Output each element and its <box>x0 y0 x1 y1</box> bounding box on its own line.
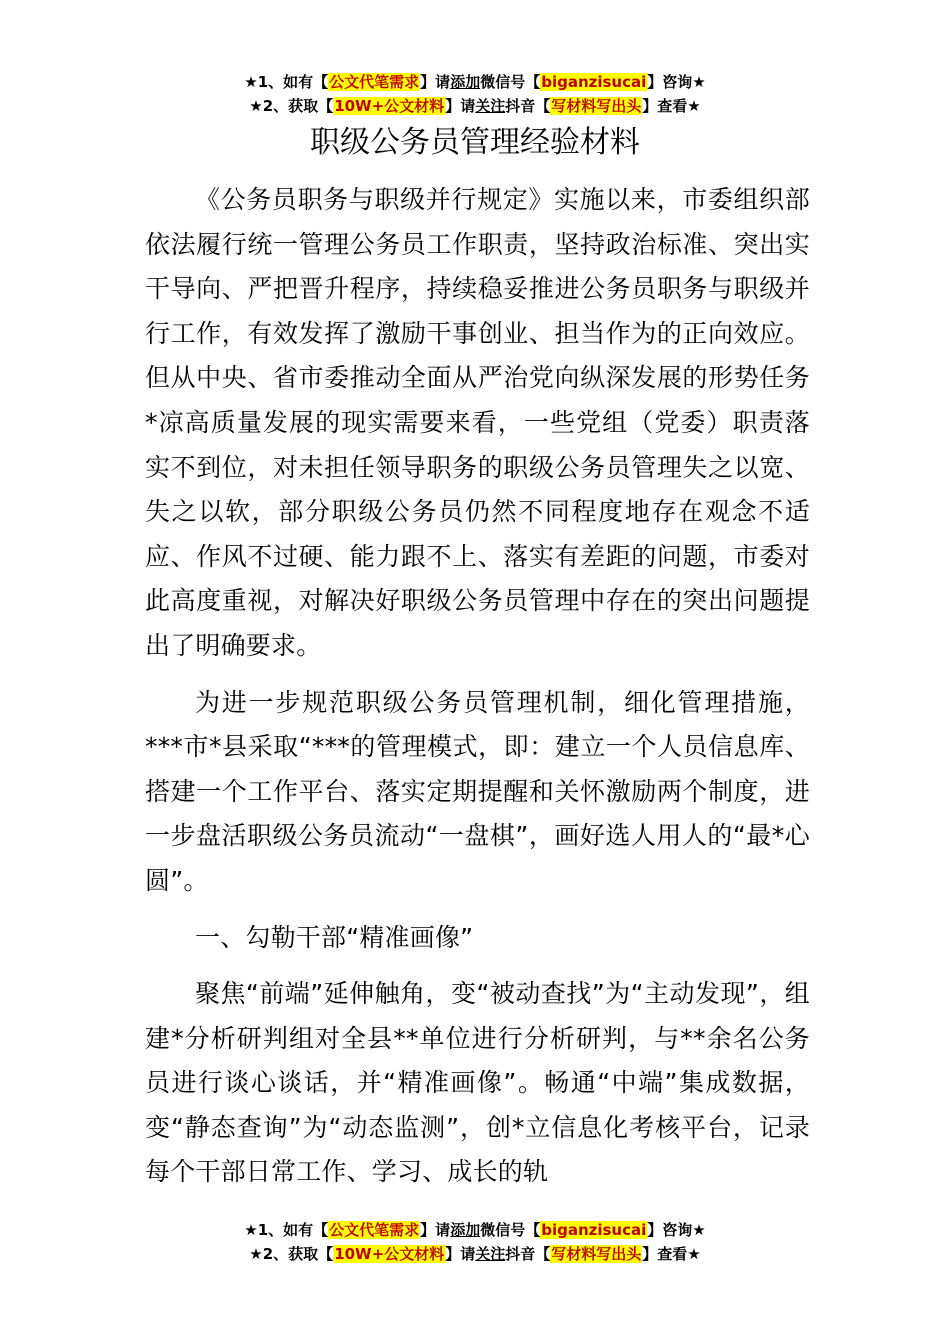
banner-text: 】咨询★ <box>647 1221 706 1239</box>
document-title: 职级公务员管理经验材料 <box>310 125 640 160</box>
banner-text: 】查看★ <box>642 97 701 115</box>
banner-text: 】请 <box>445 97 476 115</box>
banner-line-2 <box>0 94 950 118</box>
paragraph-intro: 《公务员职务与职级并行规定》实施以来，市委组织部依法履行统一管理公务员工作职责，坚持政治标准、突出实干导向、严把晋升程序，持续稳妥推进公务员职务与职级并行工作，有效发挥了激励干事创业、担当作为的正向效应。但从中央、省市委推动全面从严治党向纵深发展的形势任务*凉高质量发展的现实需要来看，一些党组（党委）职责落实不到位，对未担任领导职务的职级公务员管理失之以宽、失之以软，部分职级公务员仍然不同程度地存在观念不适应、作风不过硬、能力跟不上、落实有差距的问题，市委对此高度重视，对解决好职级公务员管理中存在的突出问题提出了明确要求。 <box>145 185 810 660</box>
wechat-id: biganzisucai <box>541 1221 647 1239</box>
document-body <box>145 178 810 1195</box>
banner-text: 微信号【 <box>480 1221 541 1239</box>
banner-text: 】请 <box>420 1221 451 1239</box>
section-heading: 一、勾勒干部“精准画像” <box>195 922 474 952</box>
paragraph-section-1: 聚焦“前端”延伸触角，变“被动查找”为“主动发现”，组建*分析研判组对全县**单位进行分析研判，与**余名公务员进行谈心谈话，并“精准画像”。畅通“中端”集成数据，变“静态查询”为“动态监测”，创*立信息化考核平台，记录每个干部日常工作、学习、成长的轨 <box>145 979 810 1187</box>
banner-text: 抖音【 <box>505 1245 551 1263</box>
banner-text: 关注 <box>475 97 506 115</box>
banner-line-2 <box>0 1242 950 1266</box>
highlight-text: 10W+公文材料 <box>334 97 445 115</box>
footer-banner <box>0 1218 950 1266</box>
header-banner <box>0 70 950 118</box>
banner-text: ★1、如有【 <box>244 1221 329 1239</box>
banner-line-1 <box>0 70 950 94</box>
highlight-text: 公文代笔需求 <box>329 73 420 91</box>
banner-text: 】请 <box>420 73 451 91</box>
highlight-text: 公文代笔需求 <box>329 1221 420 1239</box>
banner-text: 抖音【 <box>505 97 551 115</box>
wechat-id: biganzisucai <box>541 73 647 91</box>
paragraph-model: 为进一步规范职级公务员管理机制，细化管理措施，***市*县采取“***的管理模式，即：建立一个人员信息库、搭建一个工作平台、落实定期提醒和关怀激励两个制度，进一步盘活职级公务员流动“一盘棋”，画好选人用人的“最*心圆”。 <box>145 687 810 895</box>
highlight-text: 10W+公文材料 <box>334 1245 445 1263</box>
banner-text: 微信号【 <box>480 73 541 91</box>
banner-text: 关注 <box>475 1245 506 1263</box>
banner-line-1 <box>0 1218 950 1242</box>
douyin-account: 写材料写出头 <box>551 97 642 115</box>
banner-text: 】咨询★ <box>647 73 706 91</box>
banner-text: 】查看★ <box>642 1245 701 1263</box>
banner-text: ★1、如有【 <box>244 73 329 91</box>
banner-text: ★2、获取【 <box>249 1245 334 1263</box>
banner-text: 添加 <box>450 73 481 91</box>
banner-text: 】请 <box>445 1245 476 1263</box>
banner-text: 添加 <box>450 1221 481 1239</box>
banner-text: ★2、获取【 <box>249 97 334 115</box>
douyin-account: 写材料写出头 <box>551 1245 642 1263</box>
